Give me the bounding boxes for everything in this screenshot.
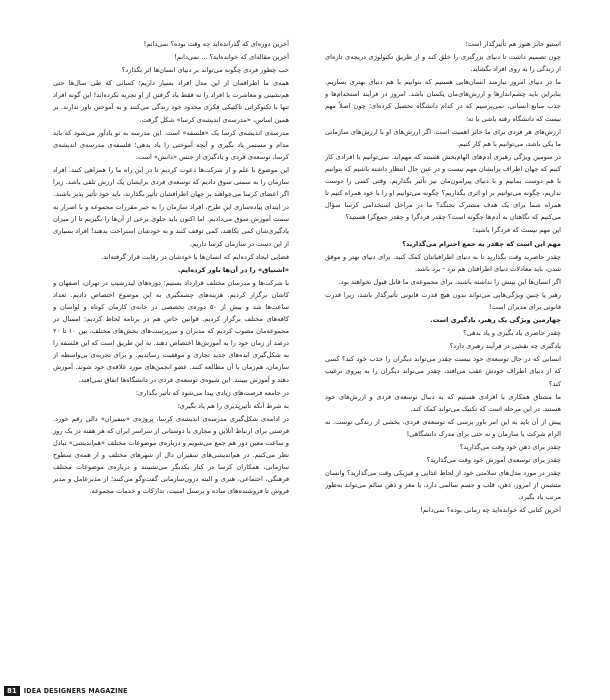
article-paragraph: چهارمین ویژگی یک رهبر، یادگیری است.: [430, 316, 561, 325]
article-paragraph: چقدر حاضری یاد بگیری و یاد بدهی؟: [463, 329, 561, 338]
article-paragraph: خب چطور فردی چگونه می‌تواند بر دنیای انسان‌ها اثر بگذارد؟: [121, 66, 289, 75]
article-paragraph: ما در دنیای امروز نیازمند انسان‌هایی هستیم که بتوانیم با هم دنیای بهتری بسازیم. بنابراین باید چشم‌اندازها و ارزش‌های‌مان یکسان باشد. امروز در فرآیند استخدام‌ها و جذب منابع انسانی، نمی‌پرسیم که در کدام دانشگاه تحصیل کرده‌ای؛ چون اصلاً مهم نیست که دانشگاه رفته باشی یا نه؛: [325, 78, 561, 123]
article-paragraph: مدرسه‌ی اندیشه‌ی کرسا یک «فلسفه» است. این مدرسه به تو یادآور می‌شود که باید مدام و مستمر یاد بگیری و آنچه آموختی را یاد بدهی؛ فلسفه‌ی مدرسه‌ی اندیشه‌ی کرسا، توسعه‌ی فردی و یادگیری از جنس «دانش» است.: [53, 128, 289, 161]
article-paragraph: استیو جابز هنوز هم تأثیرگذار است؛: [465, 40, 561, 48]
article-paragraph: این موضوع با علم و از شرکت‌ها دعوت کردیم تا در این راه ما را همراهی کنند. افراد سازمان را به سمتی سوق دادیم که توسعه‌ی فردی برایشان یک ارزش تلقی باشد. زیرا اگر اعضای کرسا می‌خواهند بر جهان اطرافشان تأثیر بگذارند، باید خود تأثیر پذیر باشند.: [53, 165, 289, 199]
article-paragraph: در ابتدای پیاده‌سازی این طرح، افراد سازمان را به جبر مقررات مجموعه و با اصرار به سمت آموزش سوق می‌دادیم. اما اکنون باید جلوی برخی از آن‌ها را بگیریم تا از میزان یادگیری‌شان کمی بکاهند، کمی توقف کنند و به خودشان استراحت بدهند! افراد بسیاری از این دست در سازمان کرسا داریم.: [53, 203, 289, 248]
article-paragraph: ارزش‌های هر فردی برای ما حائز اهمیت است. اگر ارزش‌های او با ارزش‌های سازمانی ما یکی باشد، می‌توانیم با هم کار کنیم.: [325, 127, 561, 148]
article-paragraph: با شرکت‌ها و مدرسان مختلف قرارداد بستیم؛ دوره‌های لیدرشیپ در تهران، اصفهان و کاشان برگزار کردیم. هزینه‌های چشمگیری به این موضوع اختصاص دادیم. تعداد ساعت‌ها شد و بیش از ۵۰ دوره‌ی تخصصی در خانه‌ی کارمان کوتاه و لواسان و کافه‌های مختلف برگزار کردیم. قوانین خاص هم در برنامه لحاظ کردیم: امسال در مجموعه‌مان مصوب کردیم که مدیران و سرپرست‌های بخش‌های مختلف، بین ۱۰ تا ۲۰ درصد از زمان خود را به آموزش‌ها اختصاص دهند. به این طریق است که این فلسفه را به شکل‌گیری ایده‌های جدید تجاری و موفقیت رساندیم. و برای تجربه‌ی بی‌واسطه از سازمان، هم‌زمان با آن مطالعه کنند. عضو انجمن‌های مورد علاقه‌ی خود شوند. آموزش دهند و آموزش ببینند. این شیوه‌ی توسعه‌ی فردی در دانشگاه‌ها اتفاق نمی‌افتد.: [53, 278, 289, 384]
article-column-left: [53, 38, 289, 670]
article-paragraph: این مهم نیست که فردگرا باشید؛: [472, 226, 561, 235]
article-paragraph: آخرین دوره‌ای که گذرانده‌اید چه وقت بوده؟ نمی‌دانم!: [143, 40, 289, 48]
article-paragraph: چقدر برای ذهن خود وقت می‌گذارید؟: [459, 443, 561, 451]
article-paragraph: ما مشتاق همکاری با افرادی هستیم که به دنبال توسعه‌ی فردی و ارزش‌های خود هستند. در این مرحله است که تکنیک می‌تواند کمک کند.: [325, 392, 561, 413]
article-column-right: [325, 38, 561, 670]
page-number: 81: [4, 686, 20, 696]
article-paragraph: پیش از آن باید به این امر باور برسی که توسعه‌ی فردی، بخشی از زندگی توست. نه الزام شرکت یا سازمان و نه حتی برای مدرک دانشگاهی!: [325, 417, 561, 438]
article-paragraph: فضایی ایجاد کرده‌ایم که انسان‌ها با خودشان در رقابت قرار گرفته‌اند.: [101, 252, 289, 261]
article-paragraph: در جامعه فرصت‌های زیادی پیدا می‌شود که تأثیر بگذاری؛: [135, 388, 289, 397]
article-paragraph: چون تصمیم داشت تا دنیای بزرگتری را خلق کند و از طریق تکنولوژی دریچه‌ی تازه‌ای از زندگی را به روی افراد بگشاید.: [325, 53, 561, 74]
article-paragraph: آخرین مقاله‌ای که خوانده‌اید؟ ... نمی‌دانم!: [174, 53, 289, 62]
article-paragraph: همه‌ی ما اطرافمان از این مدل افراد بسیار داریم؛ کسانی که طی سال‌ها حتی هم‌نشینی و معاشرت با افراد را نه فقط یاد گرفتن از او تجربه نکرده‌اند! این گونه افراد تنها با تکنوکراتی تاکتیکی فکری محدود خود زندگی می‌کنند و به آموختن باور ندارند. بر همین اساس، «مدرسه‌ی اندیشه‌ی کرسا» شکل گرفت.: [53, 79, 289, 124]
article-paragraph: مهم این است که چقدر به جمع احترام می‌گذارید؟: [402, 239, 561, 248]
article-paragraph: «اشتیاق» را در آن‌ها باور کرده‌ایم.: [177, 265, 289, 274]
article-paragraph: اگر انسان‌ها این بینش را نداشته باشند، برای مجموعه‌ی ما قابل قبول نخواهند بود.: [338, 277, 561, 286]
article-paragraph: یادگیری چه نقشی در فرآیند رهبری دارد؟: [449, 342, 561, 351]
article-paragraph: چقدر برای توسعه‌ی آموزش خود وقت می‌گذارید؟: [426, 456, 561, 465]
article-paragraph: انسانی که در حال توسعه‌ی خود نیست چقدر می‌تواند دیگران را جذب خود کند؟ کسی که از دنیای اطراف خودش عقب می‌افتد، چقدر می‌تواند دیگران را به پیروی ترغیب کند؟: [325, 355, 561, 388]
article-paragraph: رهبر یا چنین ویژگی‌هایی می‌تواند بدون هیچ قدرت قانونی تأثیرگذار باشد، زیرا قدرت قانونی برای مدیران است!: [325, 290, 561, 311]
page-footer: [4, 686, 128, 696]
article-paragraph: در سومین ویژگی رهبری آدم‌های الهام‌بخش هستند که مهم‌اند. نمی‌توانیم با افرادی کار کنیم که جهان اطراف برایشان مهم نیست و در عین حال انتظار داشته باشیم که بتوانیم با هم دوست بمانیم و با دنیای پیرامون‌مان نیز تأثیر بگذاریم. وقتی کسی را دوست نداریم، چگونه می‌توانیم بر او اثری بگذاریم؟ چگونه می‌توانیم او را با خود همراه کنیم تا همراه شما برای یک هدف مشترک بجنگد؟ ما در مراحل استخدامی کرسا سؤال می‌کنیم که نگاهتان به آدم‌ها چگونه است؟ چقدر فردگرا و چقدر جمع‌گرا هستید؟: [325, 152, 561, 222]
magazine-title: IDEA DESIGNERS MAGAZINE: [23, 687, 128, 695]
article-paragraph: چقدر در مورد مدل‌های سلامتی خود از لحاظ غذایی و فیزیکی وقت می‌گذارید؟ وانسان متشمن از امروز، ذهن، قلب و جسم سالمی دارد، یا مغز و ذهن سالم می‌تواند به‌طور مرتب یاد بگیرد.: [325, 469, 561, 502]
article-paragraph: چقدر حاضرید وقت بگذارید تا به دنیای اطرافیانتان کمک کنید. برای دنیای بهتر و موفق شدن، باید معادلات دنیای اطرافتان هم برد - برد باشد.: [325, 252, 561, 273]
article-paragraph: به شرط آنکه تأثیرپذیری را هم یاد بگیری؛: [177, 401, 289, 410]
article-paragraph: آخرین کتابی که خوانده‌اید چه زمانی بوده؟ نمی‌دانم!: [420, 506, 561, 515]
article-paragraph: در ادامه‌ی شکل‌گیری مدرسه‌ی اندیشه‌ی کرسا، پروژه‌ی «سفیران» دالی رقم خورد. فرصتی برای ارتباط آنلاین و مجازی با دوستانی از سراسر ایران که هر هفته در یک روز و ساعت معین دور هم جمع می‌شویم و درباره‌ی موضوعات مختلف «هم‌اندیشی» تبادل نظر می‌کنیم. در هم‌اندیشی‌های سفیران دال از شهرهای مختلف و از همه‌ی سطوح سازمانی، همکاران کرسا در کنار یکدیگر می‌نشینند و درباره‌ی موضوعات مختلف فرهنگی، اجتماعی، هنری و البته درون‌سازمانی گفت‌وگو می‌کنند؛ از مدیرعامل و مدیر فروش تا فروشنده‌های ساده و پرسنل امنیت، تدارکات و خدمات مجموعه.: [53, 414, 289, 496]
